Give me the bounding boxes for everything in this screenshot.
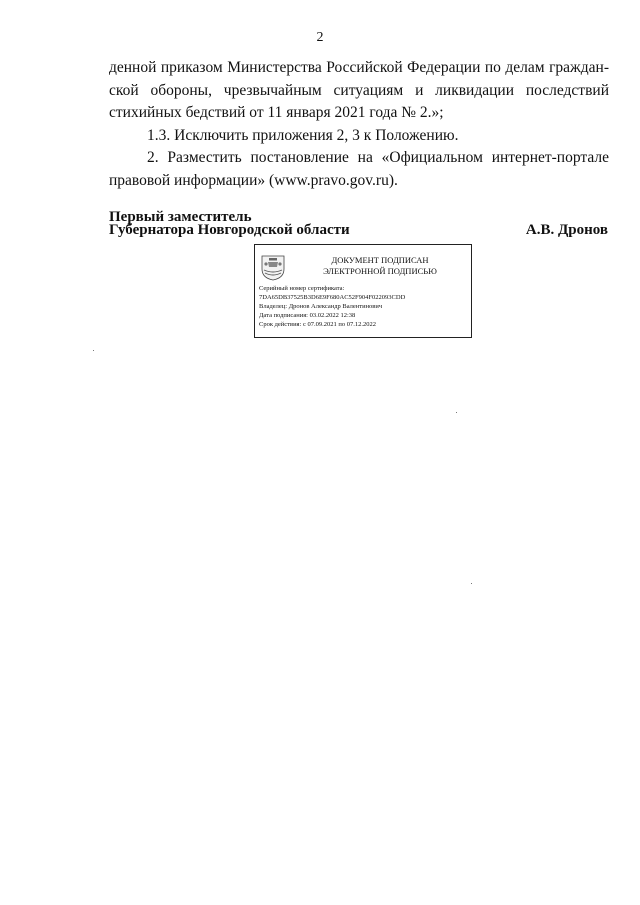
- electronic-signature-stamp: [254, 244, 472, 338]
- document-body: [109, 57, 609, 192]
- stamp-heading-line-2: ЭЛЕКТРОННОЙ ПОДПИСЬЮ: [323, 266, 437, 276]
- paragraph-item-2: 2. Разместить постановление на «Официальном интернет-портале правовой информации» (www.pravo.gov.ru).: [109, 149, 609, 189]
- signing-date: Дата подписания: 03.02.2022 12:38: [259, 312, 356, 319]
- stamp-details: [259, 284, 469, 329]
- signatory-name: А.В. Дронов: [525, 222, 608, 238]
- scan-speck: [456, 412, 457, 413]
- page-number: 2: [316, 30, 324, 45]
- certificate-number: 7DA65DB37525B3D6E9F680AC52F904F022093CDD: [259, 294, 406, 301]
- scan-speck: [471, 583, 472, 584]
- signatory-title: [109, 211, 350, 237]
- paragraph-item-1-3: 1.3. Исключить приложения 2, 3 к Положению.: [147, 126, 459, 144]
- signatory-title-line-2: Губернатора Новгородской области: [109, 222, 350, 238]
- stamp-heading-line-1: ДОКУМЕНТ ПОДПИСАН: [331, 255, 429, 265]
- certificate-validity: Срок действия: с 07.09.2021 по 07.12.2022: [259, 321, 376, 328]
- paragraph-continuation: денной приказом Министерства Российской Федерации по делам граждан-ской обороны, чрезвычайным ситуациям и ликвидации последствий стихийных бедствий от 11 января 2021 года № 2.»;: [109, 59, 609, 121]
- stamp-heading: [295, 255, 465, 277]
- signatory-title-line-1: Первый заместитель: [109, 209, 252, 225]
- novgorod-coat-of-arms-icon: [260, 253, 286, 281]
- certificate-label: Серийный номер сертификата:: [259, 285, 345, 292]
- scan-speck: [93, 350, 94, 351]
- certificate-owner: Владелец: Дронов Александр Валентинович: [259, 303, 383, 310]
